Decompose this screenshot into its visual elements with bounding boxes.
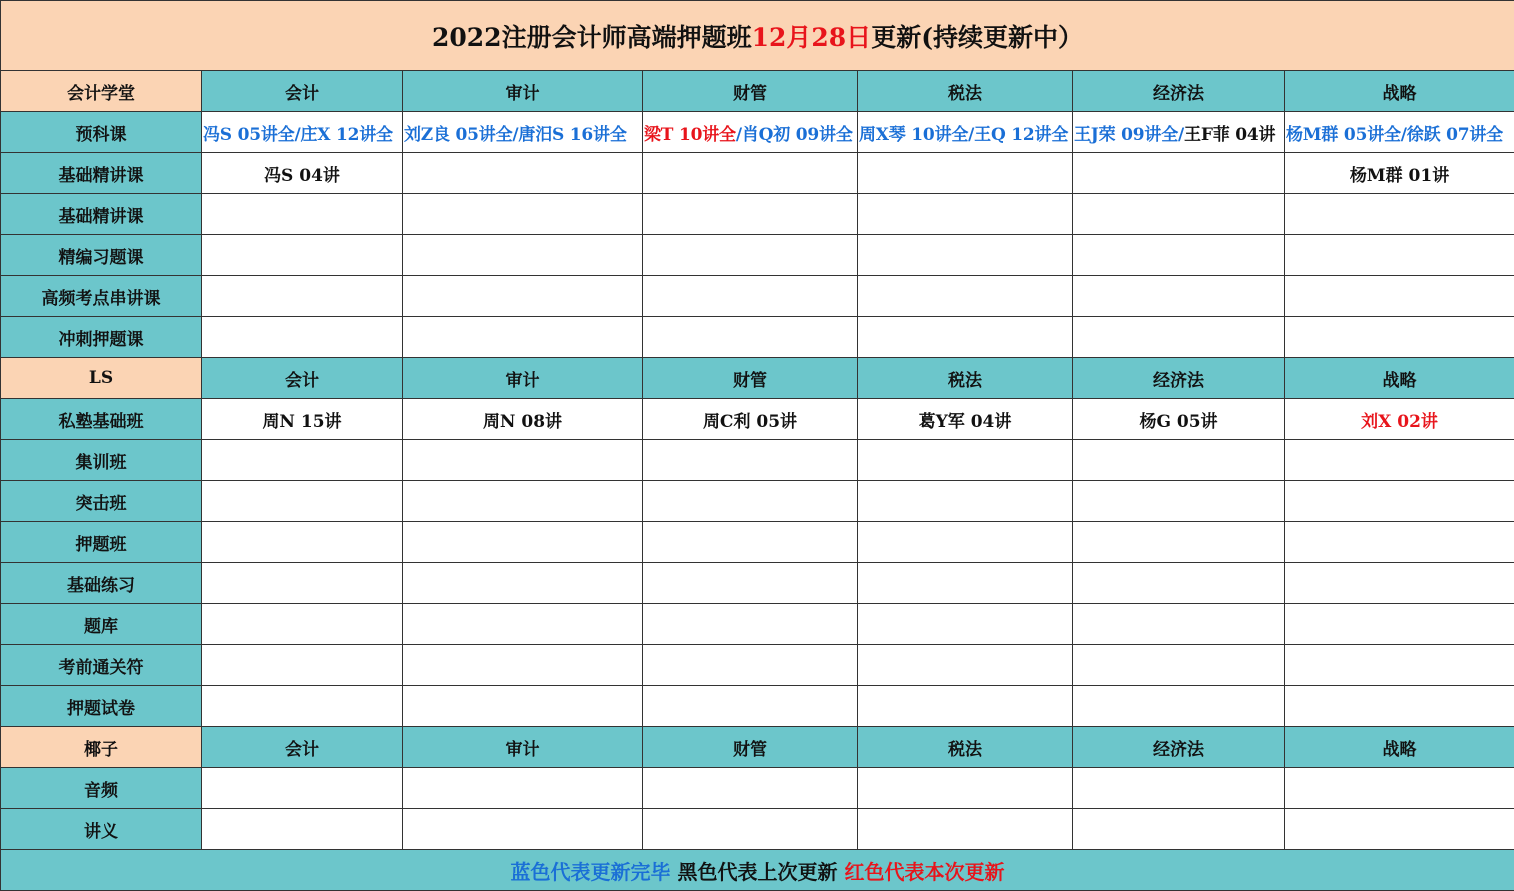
table-cell <box>403 194 643 235</box>
table-row <box>1 153 1514 194</box>
table-cell <box>1073 317 1285 358</box>
table-row <box>1 645 1514 686</box>
cell-text: 冯S 05讲全/庄X 12讲全 <box>203 125 393 145</box>
table-cell <box>643 604 858 645</box>
table-cell <box>1285 317 1514 358</box>
cell-text: 周N 08讲 <box>483 412 562 432</box>
cell-text: 王F菲 04讲 <box>1184 125 1275 145</box>
table-cell <box>403 645 643 686</box>
table-cell <box>1073 686 1285 727</box>
table-cell <box>403 276 643 317</box>
cell-text: 杨M群 05讲全/徐跃 07讲全 <box>1286 125 1503 145</box>
table-cell <box>1073 235 1285 276</box>
table-row <box>1 194 1514 235</box>
table-cell <box>643 399 858 440</box>
legend-row <box>1 850 1514 891</box>
table-row <box>1 276 1514 317</box>
table-cell <box>858 604 1073 645</box>
table-cell <box>202 399 403 440</box>
table-cell <box>1073 481 1285 522</box>
table-cell <box>643 440 858 481</box>
table-cell <box>1285 768 1514 809</box>
table-row <box>1 317 1514 358</box>
table-cell <box>858 563 1073 604</box>
table-cell <box>403 522 643 563</box>
row-label: 高频考点串讲课 <box>1 276 202 317</box>
legend <box>1 850 1514 891</box>
table-cell <box>202 440 403 481</box>
table-cell <box>202 522 403 563</box>
column-header: 会计 <box>202 358 403 399</box>
table-cell <box>1073 276 1285 317</box>
cell-text: 王J荣 09讲全/ <box>1074 125 1184 145</box>
table-cell <box>202 276 403 317</box>
table-row <box>1 768 1514 809</box>
table-cell <box>202 153 403 194</box>
section-header-row <box>1 71 1514 112</box>
table-cell <box>643 809 858 850</box>
section-name: 会计学堂 <box>1 71 202 112</box>
table-cell <box>1073 522 1285 563</box>
table-cell <box>403 399 643 440</box>
table-cell <box>1285 686 1514 727</box>
table-cell <box>1285 194 1514 235</box>
row-label: 私塾基础班 <box>1 399 202 440</box>
table-cell <box>403 563 643 604</box>
table-cell <box>858 522 1073 563</box>
table-cell <box>1285 604 1514 645</box>
table-row <box>1 604 1514 645</box>
table-cell <box>643 522 858 563</box>
row-label: 基础精讲课 <box>1 194 202 235</box>
section-header-row <box>1 727 1514 768</box>
table-cell <box>202 194 403 235</box>
table-cell <box>403 440 643 481</box>
table-cell <box>643 481 858 522</box>
cell-text: 冯S 04讲 <box>264 166 340 186</box>
table-cell <box>202 235 403 276</box>
table-cell <box>858 645 1073 686</box>
legend-item: 蓝色代表更新完毕 <box>511 860 671 884</box>
table-cell <box>1285 563 1514 604</box>
table-cell <box>1073 112 1285 153</box>
table-cell <box>858 112 1073 153</box>
table-row <box>1 522 1514 563</box>
row-label: 音频 <box>1 768 202 809</box>
table-cell <box>202 563 403 604</box>
column-header: 战略 <box>1285 358 1514 399</box>
section-name: LS <box>1 358 202 399</box>
table-cell <box>1285 276 1514 317</box>
table-cell <box>858 399 1073 440</box>
table-cell <box>1073 768 1285 809</box>
column-header: 会计 <box>202 727 403 768</box>
table-cell <box>403 768 643 809</box>
legend-item: 红色代表本次更新 <box>844 860 1004 884</box>
row-label: 突击班 <box>1 481 202 522</box>
table-cell <box>1073 809 1285 850</box>
row-label: 集训班 <box>1 440 202 481</box>
table-cell <box>643 686 858 727</box>
table-row <box>1 112 1514 153</box>
column-header: 战略 <box>1285 71 1514 112</box>
table-cell <box>643 645 858 686</box>
table-cell <box>403 481 643 522</box>
table-cell <box>1073 604 1285 645</box>
table-cell <box>1285 235 1514 276</box>
legend-item: 黑色代表上次更新 <box>671 860 845 884</box>
title-date: 12月28日 <box>752 23 872 52</box>
table-cell <box>643 194 858 235</box>
table-cell <box>643 112 858 153</box>
table-cell <box>643 768 858 809</box>
table-cell <box>1073 563 1285 604</box>
cell-text: 杨M群 01讲 <box>1350 166 1449 186</box>
table-cell <box>643 235 858 276</box>
title-prefix: 2022注册会计师高端押题班 <box>432 23 752 52</box>
table-cell <box>403 235 643 276</box>
table-row <box>1 235 1514 276</box>
row-label: 题库 <box>1 604 202 645</box>
table-row <box>1 399 1514 440</box>
row-label: 精编习题课 <box>1 235 202 276</box>
table-cell <box>202 112 403 153</box>
table-cell <box>1285 112 1514 153</box>
column-header: 审计 <box>403 727 643 768</box>
cell-text: 杨G 05讲 <box>1139 412 1217 432</box>
cell-text: 周C利 05讲 <box>703 412 797 432</box>
table-cell <box>1073 399 1285 440</box>
cell-text: 周X琴 10讲全/王Q 12讲全 <box>859 125 1068 145</box>
table-cell <box>403 112 643 153</box>
table-cell <box>1073 440 1285 481</box>
table-cell <box>403 317 643 358</box>
table-row <box>1 809 1514 850</box>
column-header: 经济法 <box>1073 71 1285 112</box>
table-cell <box>858 276 1073 317</box>
table-cell <box>643 153 858 194</box>
cell-text: 梁T 10讲全 <box>644 125 736 145</box>
row-label: 讲义 <box>1 809 202 850</box>
table-cell <box>1285 440 1514 481</box>
row-label: 基础精讲课 <box>1 153 202 194</box>
table-cell <box>1285 481 1514 522</box>
column-header: 财管 <box>643 358 858 399</box>
table-row <box>1 563 1514 604</box>
table-cell <box>1073 153 1285 194</box>
column-header: 税法 <box>858 71 1073 112</box>
title-suffix: 更新(持续更新中） <box>871 23 1083 52</box>
table-cell <box>202 645 403 686</box>
table-cell <box>202 686 403 727</box>
table-cell <box>403 153 643 194</box>
table-row <box>1 686 1514 727</box>
table-cell <box>858 153 1073 194</box>
section-header-row <box>1 358 1514 399</box>
table-cell <box>403 809 643 850</box>
page-title <box>1 1 1514 71</box>
column-header: 税法 <box>858 727 1073 768</box>
table-cell <box>643 317 858 358</box>
section-name: 椰子 <box>1 727 202 768</box>
cell-text: 刘X 02讲 <box>1361 412 1438 432</box>
table-cell <box>202 809 403 850</box>
table-cell <box>1073 645 1285 686</box>
table-cell <box>643 563 858 604</box>
column-header: 经济法 <box>1073 358 1285 399</box>
column-header: 战略 <box>1285 727 1514 768</box>
row-label: 押题试卷 <box>1 686 202 727</box>
table-cell <box>858 809 1073 850</box>
column-header: 经济法 <box>1073 727 1285 768</box>
column-header: 审计 <box>403 71 643 112</box>
table-cell <box>643 276 858 317</box>
table-cell <box>1285 399 1514 440</box>
table-cell <box>858 686 1073 727</box>
column-header: 财管 <box>643 727 858 768</box>
table-cell <box>202 481 403 522</box>
column-header: 税法 <box>858 358 1073 399</box>
column-header: 会计 <box>202 71 403 112</box>
table-cell <box>1285 153 1514 194</box>
table-cell <box>858 440 1073 481</box>
table-cell <box>858 768 1073 809</box>
table-cell <box>1285 645 1514 686</box>
table-cell <box>1073 194 1285 235</box>
table-row <box>1 481 1514 522</box>
cell-text: 周N 15讲 <box>262 412 341 432</box>
table-cell <box>202 604 403 645</box>
table-cell <box>403 604 643 645</box>
table-cell <box>1285 522 1514 563</box>
column-header: 审计 <box>403 358 643 399</box>
table-cell <box>1285 809 1514 850</box>
cell-text: 刘Z良 05讲全/唐汨S 16讲全 <box>404 125 627 145</box>
table-cell <box>858 194 1073 235</box>
cell-text: 葛Y军 04讲 <box>919 412 1012 432</box>
table-cell <box>858 235 1073 276</box>
table-cell <box>403 686 643 727</box>
column-header: 财管 <box>643 71 858 112</box>
table-cell <box>202 317 403 358</box>
row-label: 冲刺押题课 <box>1 317 202 358</box>
table-row <box>1 440 1514 481</box>
row-label: 考前通关符 <box>1 645 202 686</box>
table-cell <box>202 768 403 809</box>
row-label: 基础练习 <box>1 563 202 604</box>
row-label: 预科课 <box>1 112 202 153</box>
cell-text: /肖Q初 09讲全 <box>736 125 853 145</box>
row-label: 押题班 <box>1 522 202 563</box>
table-cell <box>858 481 1073 522</box>
table-cell <box>858 317 1073 358</box>
